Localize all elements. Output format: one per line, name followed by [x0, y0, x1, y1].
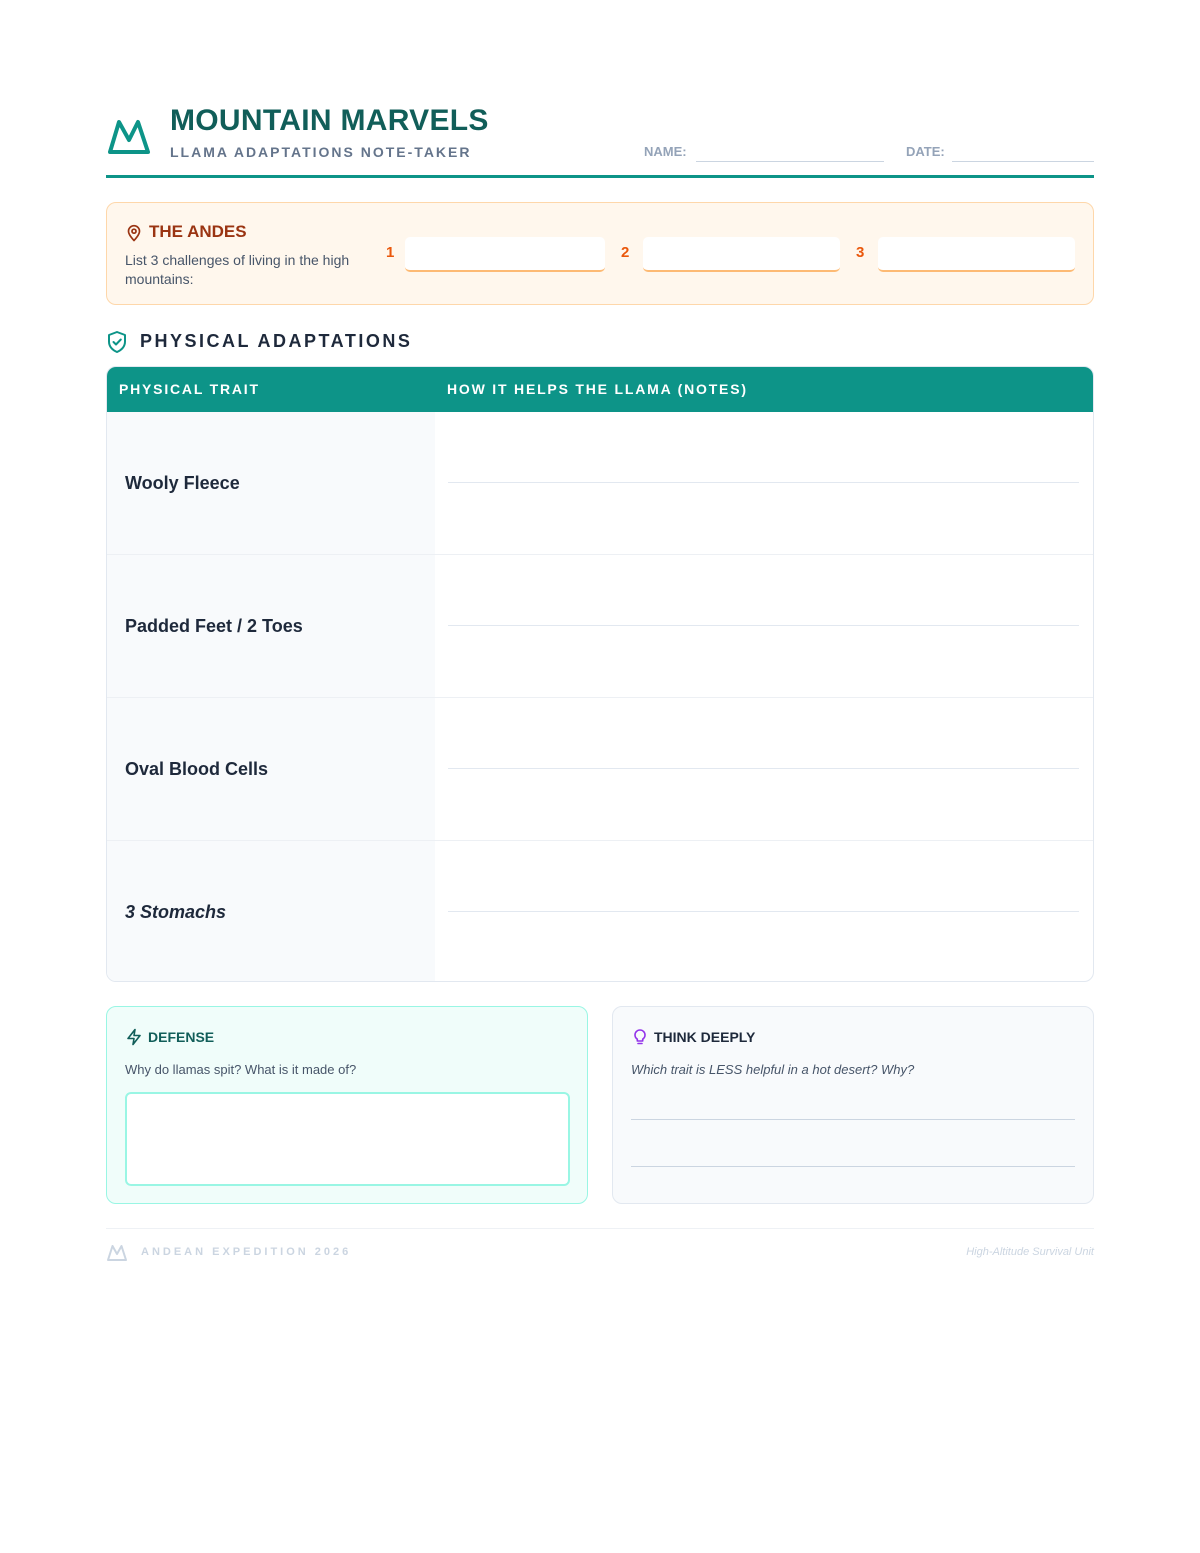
section-title: PHYSICAL ADAPTATIONS [140, 331, 413, 351]
column-header-trait: PHYSICAL TRAIT [119, 381, 260, 397]
trait-cell [107, 698, 435, 840]
defense-answer-box[interactable] [125, 1092, 570, 1186]
trait-cell [107, 412, 435, 554]
footer-right-text: High-Altitude Survival Unit [966, 1246, 1094, 1258]
name-label: NAME: [644, 144, 687, 159]
defense-card [106, 1006, 588, 1204]
name-field[interactable] [696, 161, 884, 162]
challenge-input-2[interactable] [643, 237, 840, 272]
trait-cell [107, 841, 435, 982]
defense-title: DEFENSE [148, 1029, 215, 1045]
trait-label: Wooly Fleece [125, 473, 240, 493]
table-row [107, 841, 1093, 982]
think-deeply-card [612, 1006, 1094, 1204]
answer-line[interactable] [631, 1166, 1075, 1167]
andes-description: List 3 challenges of living in the high mountains: [125, 252, 350, 287]
table-row [107, 555, 1093, 698]
adaptations-table [106, 366, 1094, 982]
worksheet [106, 100, 1094, 1258]
lightning-icon [125, 1028, 143, 1046]
andes-section [106, 202, 1094, 305]
challenge-input-3[interactable] [878, 237, 1075, 272]
challenge-number: 3 [856, 244, 865, 261]
challenge-number: 1 [386, 244, 395, 261]
andes-title: THE ANDES [149, 222, 247, 241]
shield-check-icon [106, 330, 128, 354]
page-title: MOUNTAIN MARVELS [170, 104, 489, 137]
header [106, 100, 1094, 178]
trait-label: 3 Stomachs [125, 902, 227, 922]
challenge-number: 2 [621, 244, 630, 261]
answer-line[interactable] [631, 1119, 1075, 1120]
table-row [107, 412, 1093, 555]
trait-cell [107, 555, 435, 697]
date-label: DATE: [906, 144, 945, 159]
think-title: THINK DEEPLY [654, 1029, 756, 1045]
notes-line[interactable] [448, 625, 1079, 626]
table-row [107, 698, 1093, 841]
page-subtitle: LLAMA ADAPTATIONS NOTE-TAKER [170, 144, 472, 160]
trait-label: Padded Feet / 2 Toes [125, 616, 303, 636]
notes-line[interactable] [448, 911, 1079, 912]
defense-question: Why do llamas spit? What is it made of? [125, 1062, 357, 1077]
trait-label: Oval Blood Cells [125, 759, 269, 779]
date-field[interactable] [952, 161, 1094, 162]
mountain-icon [106, 1242, 128, 1262]
think-question: Which trait is LESS helpful in a hot desert? Why? [631, 1062, 915, 1077]
map-pin-icon [125, 224, 143, 242]
table-header [107, 367, 1093, 412]
notes-line[interactable] [448, 768, 1079, 769]
challenge-input-1[interactable] [405, 237, 605, 272]
notes-line[interactable] [448, 482, 1079, 483]
footer [106, 1228, 1094, 1268]
footer-left-text: ANDEAN EXPEDITION 2026 [141, 1246, 352, 1258]
column-header-notes: HOW IT HELPS THE LLAMA (NOTES) [447, 381, 748, 397]
lightbulb-icon [631, 1028, 649, 1046]
mountain-icon [106, 114, 152, 156]
